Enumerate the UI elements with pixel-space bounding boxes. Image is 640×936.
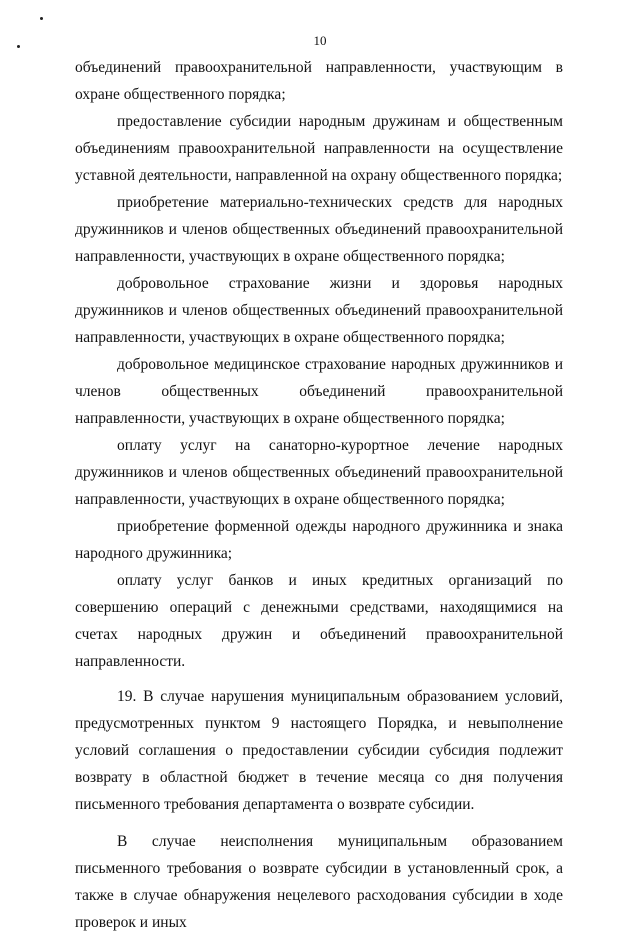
paragraph-life-insurance: добровольное страхование жизни и здоровья народных дружинников и членов общественных объединений правоохранительной направленности, участвующих в охране общественного порядка;	[75, 275, 563, 346]
paragraph-continuation: объединений правоохранительной направленности, участвующим в охране общественного порядка;	[75, 59, 563, 103]
scan-artifact-dot	[40, 17, 43, 20]
paragraph-uniform: приобретение форменной одежды народного дружинника и знака народного дружинника;	[75, 518, 563, 562]
paragraph-sanatorium-treatment: оплату услуг на санаторно-курортное лечение народных дружинников и членов общественных объединений правоохранительной направленности, участвующих в охране общественного порядка;	[75, 437, 563, 508]
page-number: 10	[313, 33, 327, 48]
paragraph-subsidy-to-druzhiny: предоставление субсидии народным дружинам и общественным объединениям правоохранительной направленности на осуществление уставной деятельности, направленной на охрану общественного порядка;	[75, 113, 563, 184]
paragraph-medical-insurance: добровольное медицинское страхование народных дружинников и членов общественных объединений правоохранительной направленности, участвующих в охране общественного порядка;	[75, 356, 563, 427]
document-body	[75, 54, 563, 936]
paragraph-item-19: 19. В случае нарушения муниципальным образованием условий, предусмотренных пунктом 9 настоящего Порядка, и невыполнение условий соглашения о предоставлении субсидии субсидия подлежит возврату в областной бюджет в течение месяца со дня получения письменного требования департамента о возврате субсидии.	[75, 688, 563, 813]
paragraph-non-fulfillment: В случае неисполнения муниципальным образованием письменного требования о возврате субсидии в установленный срок, а также в случае обнаружения нецелевого расходования субсидии в ходе проверок и иных	[75, 833, 563, 931]
paragraph-material-means: приобретение материально-технических средств для народных дружинников и членов общественных объединений правоохранительной направленности, участвующих в охране общественного порядка;	[75, 194, 563, 265]
paragraph-bank-services: оплату услуг банков и иных кредитных организаций по совершению операций с денежными средствами, находящимися на счетах народных дружин и объединений правоохранительной направленности.	[75, 572, 563, 670]
